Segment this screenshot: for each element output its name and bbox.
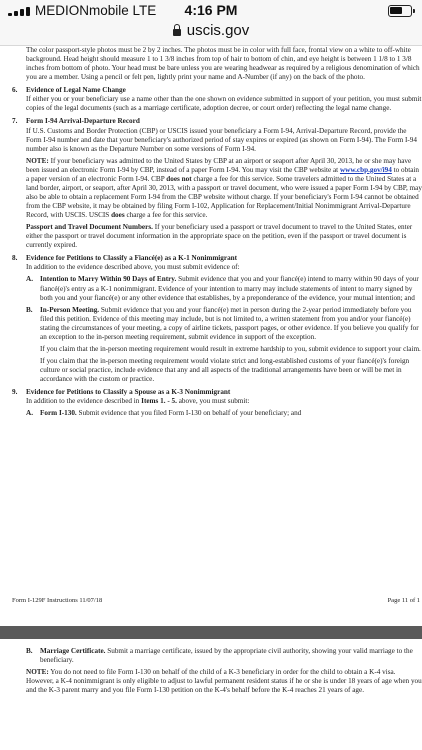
section-9-heading <box>12 388 422 397</box>
section-number: 8. <box>12 254 18 263</box>
passport-text: If your beneficiary used a passport or travel document to travel to the United States, enter either the passport or travel document information in the appropriate space on the petition, even if the passport or travel document is currently expired. <box>26 223 413 250</box>
passport-heading: Passport and Travel Document Numbers. <box>26 223 153 232</box>
sub-item-b <box>26 306 422 342</box>
passport-paragraph <box>26 223 422 250</box>
status-bar <box>0 0 422 22</box>
section-title: Evidence for Petitions to Classify a Fiancé(e) as a K-1 Nonimmigrant <box>26 254 238 263</box>
note-label: NOTE: <box>26 156 49 165</box>
paragraph: In addition to the evidence described above, you must submit evidence of: <box>26 263 240 272</box>
paragraph: If you claim that the in-person meeting requirement would result in extreme hardship to you, submit evidence to support your claim. <box>40 344 421 353</box>
section-title: Evidence of Legal Name Change <box>26 86 126 95</box>
sub-item-heading: Intention to Marry Within 90 Days of Entry. <box>40 275 177 284</box>
page-divider <box>0 626 422 639</box>
section-6-body <box>12 95 422 113</box>
sub-item-text <box>40 275 422 302</box>
browser-chrome <box>0 0 422 46</box>
sub-item-a <box>26 409 422 418</box>
sub-item-text <box>40 306 422 342</box>
section-8-body <box>12 263 422 342</box>
document-page <box>0 46 422 619</box>
note-emphasis: does not <box>166 174 192 183</box>
photo-paragraph: The color passport-style photos must be 2 by 2 inches. The photos must be in color with full face, frontal view on a white to off-white background. Head height should measure 1 to 1 3/8 inches from top of hair to bottom of chin, and eye height is between 1 1/8 to 1 3/8 inches from bottom of photo. Your head must be bare unless you are wearing headwear as required by a religious denomination of which you are a member. Using a pencil or felt pen, lightly print your name and A-Number (if any) on the back of the photo. <box>26 46 420 82</box>
battery-icon <box>388 5 412 17</box>
footer-page-number: Page 11 of 1 <box>387 597 420 604</box>
paragraph: If U.S. Customs and Border Protection (CBP) or USCIS issued your beneficiary a Form I-94, Arrival-Departure Record, provide the Form I-94 number and date that your beneficiary's authorized period of stay expires or expired (as shown on Form I-94). The Form I-94 number also is known as the Departure Number on some versions of Form I-94. <box>26 126 417 153</box>
sub-item-heading: Form I-130. <box>40 409 77 418</box>
sub-item-body: Submit a marriage certificate, issued by the appropriate civil authority, showing your valid marriage to the beneficiary. <box>40 647 413 665</box>
sub-item-heading: In-Person Meeting. <box>40 305 100 314</box>
sub-item-b <box>26 647 422 665</box>
footer-form-id: Form I-129F Instructions 11/07/18 <box>12 597 103 604</box>
intro-emphasis: Items 1. - 5. <box>141 397 177 406</box>
note-text: charge a fee for this service. Some travelers admitted to the United States at a land border, airport, or seaport, after April 30, 2013, with a passport or travel document, who were issued a paper Form I-94 by CBP, may also be able to obtain a replacement Form I-94 from the CBP website without charge. If your beneficiary's Form I-94 cannot be obtained from the CBP website, it may be obtained by filing Form I-102, Application for Replacement/Initial Nonimmigrant Arrival-Departure Record, with USCIS. USCIS <box>26 174 422 220</box>
sub-item-letter: B. <box>26 647 33 655</box>
status-time: 4:16 PM <box>184 2 238 18</box>
section-7-heading <box>12 117 422 126</box>
sub-item-letter: A. <box>26 275 33 284</box>
section-number: 9. <box>12 388 18 397</box>
note-text: You do not need to file Form I-130 on behalf of the child of a K-3 beneficiary in order for the child to obtain a K-4 visa. However, a K-4 nonimmigrant is only eligible to adjust to lawful permanent resident status if he or she is under 18 years of age when you and the K-3 parent marry and you file Form I-130 petition on the K-4's behalf before the K-4 reaches 21 years of age. <box>26 668 422 695</box>
intro-text: above, you must submit: <box>176 397 250 406</box>
sub-item-body: Submit evidence that you filed Form I-130 on behalf of your beneficiary; and <box>76 409 302 418</box>
note-paragraph <box>26 157 422 220</box>
sub-item-text <box>40 409 422 418</box>
sub-item-letter: A. <box>26 409 33 418</box>
intro-text: In addition to the evidence described in <box>26 397 142 406</box>
lock-icon <box>173 29 181 36</box>
note-paragraph <box>26 668 422 695</box>
note-label: NOTE: <box>26 668 49 677</box>
carrier-label: MEDIONmobile LTE <box>35 3 157 18</box>
section-number: 6. <box>12 86 18 95</box>
url-bar[interactable] <box>0 22 422 44</box>
note-text: charge a fee for this service. <box>124 211 208 220</box>
section-8-heading <box>12 254 422 263</box>
sub-item-letter: B. <box>26 305 33 314</box>
paragraph: If either you or your beneficiary use a name other than the one shown on evidence submitted in support of your petition, you must submit copies of the legal documents (such as a marriage certificate, adoption decree, or court order) reflecting the legal name change. <box>26 95 422 113</box>
sub-item-a <box>26 275 422 302</box>
section-7-body <box>12 127 422 251</box>
note-text: to obtain a paper version of an electronic Form I-94. CBP <box>26 165 420 183</box>
note-text: If your beneficiary was admitted to the United States by CBP at an airport or seaport after April 30, 2013, he or she may have been issued an electronic Form I-94 by CBP, instead of a paper Form I-94. You may visit the CBP website at <box>26 156 412 174</box>
note-emphasis: does <box>111 211 125 220</box>
paragraph: If you claim that the in-person meeting requirement would violate strict and long-established customs of your fiancé(e)'s foreign culture or social practice, include evidence that any and all aspects of the traditional arrangements have been or will be met in accordance with the custom or practice. <box>40 356 410 384</box>
next-document-page <box>0 639 422 750</box>
cbp-link[interactable]: www.cbp.gov/i94 <box>339 165 392 174</box>
sub-item-heading: Marriage Certificate. <box>40 647 106 655</box>
photo-paragraph-block <box>12 46 422 82</box>
section-number: 7. <box>12 117 18 126</box>
section-title: Evidence for Petitions to Classify a Spouse as a K-3 Nonimmigrant <box>26 388 231 397</box>
paragraph <box>26 397 422 406</box>
page-footer <box>0 597 422 609</box>
url-domain: uscis.gov <box>186 22 250 39</box>
section-title: Form I-94 Arrival-Departure Record <box>26 117 140 126</box>
sub-item-body: Submit evidence that you and your fiancé(e) met in person during the 2-year period immediately before you filed this petition. Evidence of this meeting may include, but is not limited to, a written statement from you and/or your fiancé(e) stating the circumstances of your meeting, a copy of airline tickets, passport pages, or other evidence. If you believe you qualify for an exception to the in-person meeting requirement, submit evidence in support of the exception. <box>40 305 419 341</box>
sub-item-text <box>40 647 422 665</box>
section-6-heading <box>12 86 422 95</box>
section-9-body <box>12 397 422 418</box>
sub-item-body: Submit evidence that you and your fiancé(e) intend to marry within 90 days of your fiancé(e)'s entry as a K-1 nonimmigrant. Evidence of your intention to marry may include statements of intent to marry signed by both you and your fiancé(e) or any other evidence that establishes, by a preponderance of the evidence, your mutual intention; and <box>40 275 419 302</box>
